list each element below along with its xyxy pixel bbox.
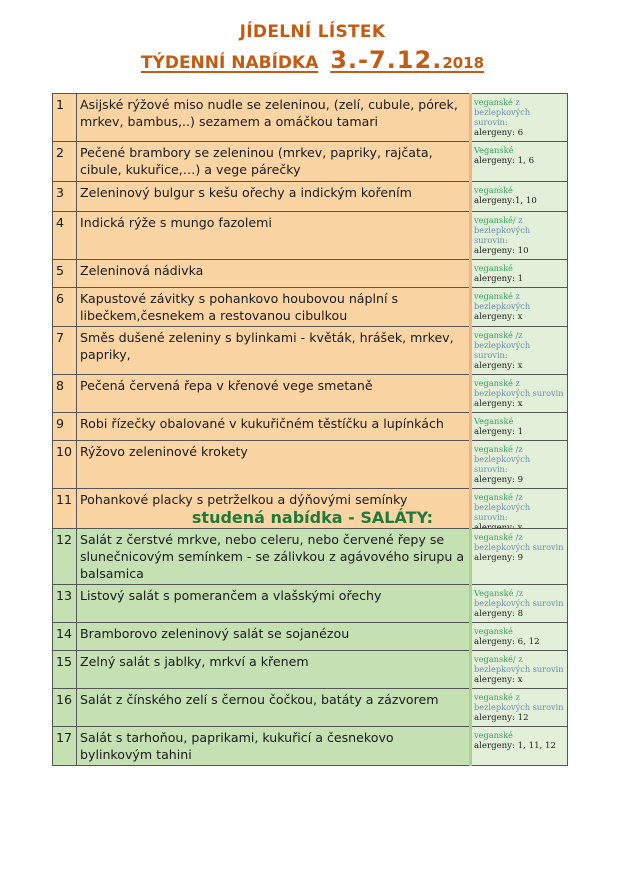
vegan-label: Veganské [474,145,514,155]
vegan-label: veganské [474,692,513,702]
menu-row [53,529,568,585]
item-number: 12 [53,529,77,585]
diet-info [471,651,568,689]
vegan-label: veganské [474,97,513,107]
diet-info [471,142,568,182]
item-number: 13 [53,585,77,623]
menu-row [53,585,568,623]
menu-title: JÍDELNÍ LÍSTEK [239,22,386,42]
gluten-free-label: /z bezlepkových surovin: [474,330,531,360]
subtitle-prefix: TÝDENNÍ NABÍDKA [140,53,319,73]
item-number: 15 [53,651,77,689]
diet-info [471,288,568,327]
diet-info [471,260,568,288]
diet-info [471,94,568,142]
subtitle-year: 2018 [442,54,485,72]
allergens: alergeny: 8 [474,609,524,619]
item-number: 2 [53,142,77,182]
vegan-label: Veganské [474,416,514,426]
allergens: alergeny: 1 [474,274,524,284]
allergens: alergeny: x [474,675,523,685]
allergens: alergeny: 12 [474,713,529,723]
item-number: 16 [53,689,77,727]
allergens: alergeny: 9 [474,475,524,485]
menu-row [53,375,568,413]
item-number: 5 [53,260,77,288]
diet-info [471,375,568,413]
gluten-free-label: /z bezlepkových surovin: [474,492,531,522]
gluten-free-label: /z bezlepkových surovin: [474,444,531,474]
diet-info [471,182,568,212]
menu-row [53,327,568,375]
dish-name: Robi řízečky obalované v kukuřičném těstíčku a lupínkách [77,413,471,441]
menu-subtitle [0,46,625,74]
gluten-free-label: z bezlepkových surovin [474,654,564,674]
item-number: 14 [53,623,77,651]
item-number: 10 [53,441,77,489]
menu-row [53,441,568,489]
allergens: alergeny: 6 [474,128,524,138]
dish-name: Směs dušené zeleniny s bylinkami - květák, hrášek, mrkev, papriky, [77,327,471,375]
vegan-label: veganské [474,330,513,340]
gluten-free-label: z bezlepkových [474,291,531,311]
item-number: 8 [53,375,77,413]
dish-name: Salát z čínského zelí s černou čočkou, batáty a zázvorem [77,689,471,727]
menu-row [53,142,568,182]
vegan-label: veganské/ [474,654,516,664]
allergens: alergeny: x [474,399,523,409]
dish-name: Zeleninová nádivka [77,260,471,288]
menu-row [53,212,568,260]
dish-name: Kapustové závitky s pohankovo houbovou náplní s libečkem,česnekem a restovanou cibulkou [77,288,471,327]
item-number: 11 [53,489,77,537]
diet-info [471,689,568,727]
menu-row [53,651,568,689]
vegan-label: veganské [474,378,513,388]
menu-row [53,288,568,327]
dish-name: Pečené brambory se zeleninou (mrkev, papriky, rajčata, cibule, kukuřice,…) a vege párečky [77,142,471,182]
vegan-label: veganské [474,185,513,195]
dish-name: Indická rýže s mungo fazolemi [77,212,471,260]
vegan-label: veganské [474,492,513,502]
dish-name: Rýžovo zeleninové krokety [77,441,471,489]
item-number: 3 [53,182,77,212]
diet-info [471,623,568,651]
diet-info [471,585,568,623]
dish-name: Pečená červená řepa v křenové vege smetaně [77,375,471,413]
dish-name: Zeleninový bulgur s kešu ořechy a indickým kořením [77,182,471,212]
item-number: 4 [53,212,77,260]
vegan-label: veganské [474,263,513,273]
menu-row [53,413,568,441]
gluten-free-label: z bezlepkových surovin [474,378,564,398]
vegan-label: veganské [474,291,513,301]
menu-row [53,94,568,142]
diet-info [471,727,568,766]
dish-name: Salát s tarhoňou, paprikami, kukuřicí a česnekovo bylinkovým tahini [77,727,471,766]
allergens: alergeny: 9 [474,553,524,563]
diet-info [471,441,568,489]
hot-menu-table [52,93,568,537]
gluten-free-label: z bezlepkových surovin: [474,97,531,127]
diet-info [471,529,568,585]
allergens: alergeny: 1 [474,427,524,437]
allergens: alergeny:1, 10 [474,196,537,206]
allergens: alergeny: 6, 12 [474,637,540,647]
dish-name: Salát z čerstvé mrkve, nebo celeru, nebo červené řepy se slunečnicovým semínkem - se zálivkou z agávového sirupu a balsamica [77,529,471,585]
menu-row [53,689,568,727]
diet-info [471,327,568,375]
gluten-free-label: /z bezlepkových surovin [474,532,564,552]
dish-name: Listový salát s pomerančem a vlašskými ořechy [77,585,471,623]
menu-row [53,727,568,766]
allergens: alergeny: x [474,361,523,371]
diet-info [471,413,568,441]
diet-info [471,212,568,260]
vegan-label: Veganské [474,588,514,598]
vegan-label: veganské [474,444,513,454]
dish-name: Zelný salát s jablky, mrkví a křenem [77,651,471,689]
item-number: 6 [53,288,77,327]
vegan-label: veganské [474,532,513,542]
vegan-label: veganské [474,626,513,636]
allergens: alergeny: x [474,312,523,322]
vegan-label: veganské [474,730,513,740]
cold-menu-title: studená nabídka - SALÁTY: [191,508,434,527]
allergens: alergeny: 1, 11, 12 [474,741,556,751]
item-number: 7 [53,327,77,375]
vegan-label: veganské/ [474,215,516,225]
menu-row [53,623,568,651]
cold-menu-table [52,528,568,766]
item-number: 17 [53,727,77,766]
subtitle-dates: 3.-7.12. [330,46,443,74]
menu-row [53,260,568,288]
menu-row [53,182,568,212]
dish-name: Bramborovo zeleninový salát se sojanézou [77,623,471,651]
item-number: 9 [53,413,77,441]
gluten-free-label: /z bezlepkových surovin [474,588,564,608]
item-number: 1 [53,94,77,142]
dish-name: Pohankové placky s petrželkou a dýňovými semínky [77,489,471,537]
gluten-free-label: z bezlepkových surovin: [474,215,531,245]
allergens: alergeny: 1, 6 [474,156,535,166]
allergens: alergeny: 10 [474,246,529,256]
gluten-free-label: z bezlepkových surovin [474,692,564,712]
dish-name: Asijské rýžové miso nudle se zeleninou, (zelí, cubule, pórek, mrkev, bambus,..) sezamem a omáčkou tamari [77,94,471,142]
